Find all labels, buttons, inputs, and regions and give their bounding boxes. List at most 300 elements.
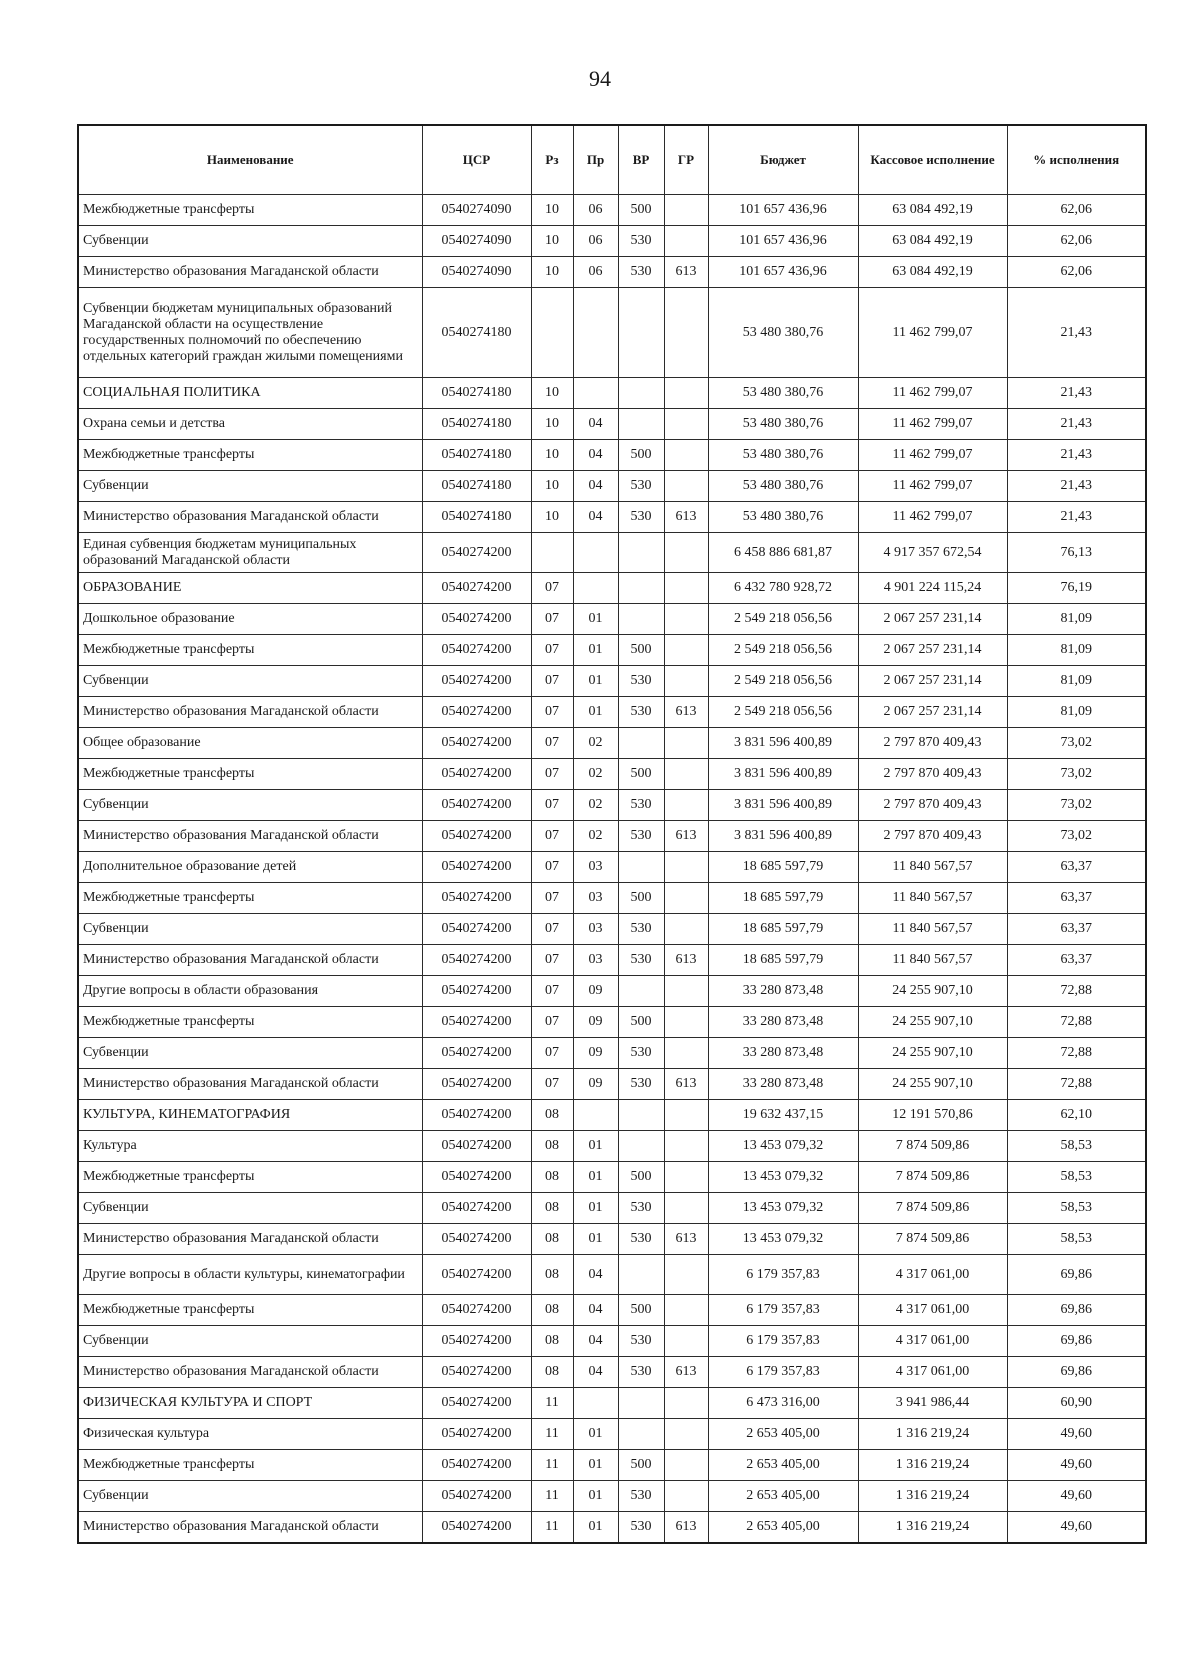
cell-cash: 7 874 509,86	[858, 1131, 1007, 1162]
header-percent: % исполнения	[1007, 125, 1146, 195]
header-budget: Бюджет	[708, 125, 858, 195]
cell-pr	[573, 1388, 618, 1419]
cell-cash: 11 462 799,07	[858, 378, 1007, 409]
table-row	[78, 1419, 1146, 1450]
cell-vr	[618, 378, 664, 409]
cell-rz: 10	[531, 502, 573, 533]
header-name: Наименование	[78, 125, 422, 195]
cell-gr	[664, 1255, 708, 1295]
cell-budget: 13 453 079,32	[708, 1224, 858, 1255]
cell-pr: 09	[573, 1069, 618, 1100]
cell-budget: 53 480 380,76	[708, 378, 858, 409]
cell-budget: 53 480 380,76	[708, 409, 858, 440]
cell-name: Министерство образования Магаданской области	[78, 697, 422, 728]
cell-cash: 4 317 061,00	[858, 1255, 1007, 1295]
cell-cash: 11 840 567,57	[858, 945, 1007, 976]
cell-percent: 49,60	[1007, 1512, 1146, 1543]
table-row	[78, 821, 1146, 852]
cell-rz: 11	[531, 1388, 573, 1419]
cell-pr: 01	[573, 1224, 618, 1255]
cell-name: Субвенции	[78, 1326, 422, 1357]
cell-vr: 530	[618, 257, 664, 288]
cell-percent: 76,19	[1007, 573, 1146, 604]
cell-budget: 33 280 873,48	[708, 976, 858, 1007]
cell-budget: 2 549 218 056,56	[708, 666, 858, 697]
cell-budget: 6 179 357,83	[708, 1255, 858, 1295]
cell-pr: 01	[573, 1193, 618, 1224]
cell-cash: 11 462 799,07	[858, 288, 1007, 378]
cell-rz: 07	[531, 790, 573, 821]
table-row	[78, 288, 1146, 378]
cell-csr: 0540274180	[422, 502, 531, 533]
cell-pr: 09	[573, 1007, 618, 1038]
cell-name: Дополнительное образование детей	[78, 852, 422, 883]
cell-budget: 13 453 079,32	[708, 1193, 858, 1224]
header-vr: ВР	[618, 125, 664, 195]
cell-cash: 4 901 224 115,24	[858, 573, 1007, 604]
table-row	[78, 945, 1146, 976]
cell-budget: 6 458 886 681,87	[708, 533, 858, 573]
cell-gr	[664, 635, 708, 666]
cell-vr	[618, 1255, 664, 1295]
cell-cash: 7 874 509,86	[858, 1224, 1007, 1255]
page-number: 94	[589, 66, 611, 91]
cell-gr	[664, 1326, 708, 1357]
cell-pr: 01	[573, 1450, 618, 1481]
cell-rz: 10	[531, 226, 573, 257]
cell-csr: 0540274200	[422, 1512, 531, 1543]
cell-percent: 49,60	[1007, 1481, 1146, 1512]
cell-pr: 06	[573, 226, 618, 257]
cell-name: Субвенции	[78, 471, 422, 502]
table-row	[78, 697, 1146, 728]
cell-budget: 13 453 079,32	[708, 1131, 858, 1162]
cell-name: Субвенции	[78, 790, 422, 821]
cell-gr: 613	[664, 502, 708, 533]
cell-csr: 0540274200	[422, 573, 531, 604]
table-row	[78, 1255, 1146, 1295]
cell-rz: 08	[531, 1295, 573, 1326]
table-row	[78, 1224, 1146, 1255]
cell-budget: 53 480 380,76	[708, 502, 858, 533]
cell-gr	[664, 759, 708, 790]
cell-csr: 0540274180	[422, 288, 531, 378]
table-row	[78, 226, 1146, 257]
cell-percent: 69,86	[1007, 1357, 1146, 1388]
table-row	[78, 852, 1146, 883]
cell-budget: 18 685 597,79	[708, 945, 858, 976]
cell-csr: 0540274090	[422, 257, 531, 288]
cell-name: ФИЗИЧЕСКАЯ КУЛЬТУРА И СПОРТ	[78, 1388, 422, 1419]
cell-pr: 04	[573, 409, 618, 440]
cell-cash: 11 840 567,57	[858, 883, 1007, 914]
cell-csr: 0540274200	[422, 697, 531, 728]
cell-name: СОЦИАЛЬНАЯ ПОЛИТИКА	[78, 378, 422, 409]
table-row	[78, 1326, 1146, 1357]
cell-gr	[664, 288, 708, 378]
cell-percent: 58,53	[1007, 1162, 1146, 1193]
cell-rz: 10	[531, 471, 573, 502]
cell-budget: 6 473 316,00	[708, 1388, 858, 1419]
table-row	[78, 790, 1146, 821]
cell-percent: 62,06	[1007, 195, 1146, 226]
cell-gr	[664, 440, 708, 471]
cell-cash: 2 797 870 409,43	[858, 790, 1007, 821]
cell-pr: 03	[573, 945, 618, 976]
cell-gr	[664, 1131, 708, 1162]
cell-percent: 49,60	[1007, 1450, 1146, 1481]
header-rz: Рз	[531, 125, 573, 195]
cell-csr: 0540274200	[422, 1481, 531, 1512]
cell-gr: 613	[664, 821, 708, 852]
cell-gr	[664, 852, 708, 883]
cell-gr	[664, 1100, 708, 1131]
cell-percent: 21,43	[1007, 440, 1146, 471]
cell-budget: 33 280 873,48	[708, 1038, 858, 1069]
cell-percent: 76,13	[1007, 533, 1146, 573]
cell-name: Министерство образования Магаданской области	[78, 1512, 422, 1543]
cell-name: Министерство образования Магаданской области	[78, 821, 422, 852]
cell-rz	[531, 533, 573, 573]
cell-csr: 0540274200	[422, 1450, 531, 1481]
cell-gr	[664, 1193, 708, 1224]
cell-gr	[664, 378, 708, 409]
cell-vr	[618, 976, 664, 1007]
cell-percent: 73,02	[1007, 759, 1146, 790]
cell-vr: 500	[618, 1007, 664, 1038]
table-header-row	[78, 125, 1146, 195]
cell-percent: 21,43	[1007, 471, 1146, 502]
cell-vr	[618, 533, 664, 573]
cell-vr: 530	[618, 1038, 664, 1069]
cell-percent: 81,09	[1007, 697, 1146, 728]
table-row	[78, 1388, 1146, 1419]
cell-budget: 6 179 357,83	[708, 1326, 858, 1357]
budget-execution-table	[77, 124, 1147, 1544]
cell-percent: 73,02	[1007, 728, 1146, 759]
cell-vr	[618, 852, 664, 883]
cell-vr	[618, 1419, 664, 1450]
header-gr: ГР	[664, 125, 708, 195]
cell-rz: 07	[531, 697, 573, 728]
cell-budget: 3 831 596 400,89	[708, 790, 858, 821]
cell-percent: 72,88	[1007, 976, 1146, 1007]
cell-budget: 2 549 218 056,56	[708, 697, 858, 728]
cell-budget: 13 453 079,32	[708, 1162, 858, 1193]
cell-pr: 01	[573, 635, 618, 666]
cell-csr: 0540274200	[422, 1038, 531, 1069]
cell-cash: 3 941 986,44	[858, 1388, 1007, 1419]
cell-percent: 60,90	[1007, 1388, 1146, 1419]
cell-csr: 0540274200	[422, 1069, 531, 1100]
cell-vr: 530	[618, 1326, 664, 1357]
cell-csr: 0540274200	[422, 635, 531, 666]
cell-pr: 09	[573, 1038, 618, 1069]
cell-csr: 0540274200	[422, 1100, 531, 1131]
cell-gr	[664, 1295, 708, 1326]
cell-rz: 07	[531, 821, 573, 852]
cell-vr: 530	[618, 502, 664, 533]
cell-gr	[664, 1450, 708, 1481]
cell-vr: 530	[618, 1357, 664, 1388]
cell-rz: 07	[531, 883, 573, 914]
cell-rz: 07	[531, 1038, 573, 1069]
cell-budget: 53 480 380,76	[708, 471, 858, 502]
cell-vr: 530	[618, 1512, 664, 1543]
cell-gr	[664, 1481, 708, 1512]
cell-gr	[664, 790, 708, 821]
cell-csr: 0540274200	[422, 945, 531, 976]
table-row	[78, 378, 1146, 409]
cell-percent: 63,37	[1007, 945, 1146, 976]
cell-vr: 530	[618, 226, 664, 257]
cell-vr: 500	[618, 635, 664, 666]
cell-name: Министерство образования Магаданской области	[78, 1357, 422, 1388]
table-row	[78, 1007, 1146, 1038]
table-row	[78, 759, 1146, 790]
table-row	[78, 1100, 1146, 1131]
table-body	[78, 195, 1146, 1543]
cell-budget: 2 653 405,00	[708, 1481, 858, 1512]
cell-rz: 08	[531, 1131, 573, 1162]
cell-rz: 07	[531, 604, 573, 635]
cell-cash: 2 067 257 231,14	[858, 604, 1007, 635]
cell-csr: 0540274200	[422, 914, 531, 945]
cell-vr: 530	[618, 821, 664, 852]
cell-percent: 58,53	[1007, 1193, 1146, 1224]
cell-budget: 53 480 380,76	[708, 440, 858, 471]
cell-name: Субвенции	[78, 914, 422, 945]
cell-rz: 07	[531, 1069, 573, 1100]
cell-pr: 01	[573, 1512, 618, 1543]
cell-budget: 2 549 218 056,56	[708, 635, 858, 666]
cell-percent: 72,88	[1007, 1007, 1146, 1038]
cell-pr	[573, 573, 618, 604]
cell-name: Министерство образования Магаданской области	[78, 1224, 422, 1255]
cell-csr: 0540274200	[422, 728, 531, 759]
cell-percent: 69,86	[1007, 1295, 1146, 1326]
cell-rz: 11	[531, 1419, 573, 1450]
cell-vr: 500	[618, 883, 664, 914]
cell-pr: 09	[573, 976, 618, 1007]
cell-cash: 12 191 570,86	[858, 1100, 1007, 1131]
cell-pr: 01	[573, 666, 618, 697]
cell-pr: 04	[573, 1255, 618, 1295]
cell-cash: 11 840 567,57	[858, 852, 1007, 883]
cell-percent: 62,06	[1007, 226, 1146, 257]
cell-pr: 01	[573, 1131, 618, 1162]
cell-gr	[664, 1038, 708, 1069]
table-row	[78, 1450, 1146, 1481]
table-row	[78, 728, 1146, 759]
cell-vr: 530	[618, 914, 664, 945]
cell-vr: 530	[618, 471, 664, 502]
cell-csr: 0540274200	[422, 604, 531, 635]
cell-percent: 63,37	[1007, 914, 1146, 945]
cell-rz: 10	[531, 440, 573, 471]
cell-vr: 500	[618, 1295, 664, 1326]
cell-csr: 0540274180	[422, 409, 531, 440]
cell-percent: 81,09	[1007, 635, 1146, 666]
cell-gr	[664, 573, 708, 604]
table-row	[78, 976, 1146, 1007]
cell-budget: 101 657 436,96	[708, 226, 858, 257]
cell-cash: 2 067 257 231,14	[858, 666, 1007, 697]
cell-csr: 0540274200	[422, 852, 531, 883]
cell-csr: 0540274200	[422, 1131, 531, 1162]
cell-rz: 11	[531, 1481, 573, 1512]
cell-vr: 530	[618, 1193, 664, 1224]
cell-gr: 613	[664, 1357, 708, 1388]
cell-pr	[573, 1100, 618, 1131]
cell-vr: 500	[618, 440, 664, 471]
cell-gr	[664, 666, 708, 697]
cell-csr: 0540274200	[422, 1295, 531, 1326]
cell-cash: 4 317 061,00	[858, 1357, 1007, 1388]
cell-budget: 2 653 405,00	[708, 1512, 858, 1543]
cell-pr: 04	[573, 1295, 618, 1326]
cell-budget: 101 657 436,96	[708, 195, 858, 226]
cell-rz: 08	[531, 1162, 573, 1193]
cell-rz: 08	[531, 1193, 573, 1224]
table-row	[78, 1512, 1146, 1543]
cell-gr: 613	[664, 945, 708, 976]
cell-csr: 0540274090	[422, 195, 531, 226]
cell-name: Субвенции	[78, 1481, 422, 1512]
cell-cash: 4 317 061,00	[858, 1326, 1007, 1357]
cell-rz: 07	[531, 976, 573, 1007]
cell-rz: 08	[531, 1357, 573, 1388]
cell-vr: 530	[618, 790, 664, 821]
cell-csr: 0540274200	[422, 1419, 531, 1450]
cell-cash: 11 462 799,07	[858, 409, 1007, 440]
table-row	[78, 1162, 1146, 1193]
cell-pr: 02	[573, 759, 618, 790]
cell-budget: 2 653 405,00	[708, 1450, 858, 1481]
cell-gr: 613	[664, 257, 708, 288]
cell-name: Межбюджетные трансферты	[78, 1295, 422, 1326]
cell-rz: 07	[531, 945, 573, 976]
cell-cash: 24 255 907,10	[858, 1007, 1007, 1038]
cell-gr	[664, 226, 708, 257]
cell-name: Межбюджетные трансферты	[78, 1450, 422, 1481]
table-row	[78, 502, 1146, 533]
cell-rz: 10	[531, 409, 573, 440]
cell-cash: 2 067 257 231,14	[858, 697, 1007, 728]
cell-vr	[618, 1388, 664, 1419]
cell-rz: 07	[531, 728, 573, 759]
cell-vr: 530	[618, 1481, 664, 1512]
cell-percent: 49,60	[1007, 1419, 1146, 1450]
cell-cash: 63 084 492,19	[858, 226, 1007, 257]
cell-rz: 10	[531, 378, 573, 409]
cell-pr	[573, 533, 618, 573]
cell-name: Другие вопросы в области культуры, кинематографии	[78, 1255, 422, 1295]
cell-gr	[664, 195, 708, 226]
table-row	[78, 257, 1146, 288]
cell-name: КУЛЬТУРА, КИНЕМАТОГРАФИЯ	[78, 1100, 422, 1131]
cell-cash: 2 797 870 409,43	[858, 821, 1007, 852]
cell-pr: 04	[573, 471, 618, 502]
cell-csr: 0540274200	[422, 759, 531, 790]
cell-percent: 21,43	[1007, 378, 1146, 409]
cell-cash: 63 084 492,19	[858, 195, 1007, 226]
cell-vr: 530	[618, 1069, 664, 1100]
cell-cash: 24 255 907,10	[858, 1038, 1007, 1069]
cell-pr: 01	[573, 1481, 618, 1512]
cell-pr: 03	[573, 852, 618, 883]
table-row	[78, 1481, 1146, 1512]
cell-cash: 11 462 799,07	[858, 440, 1007, 471]
cell-cash: 7 874 509,86	[858, 1162, 1007, 1193]
cell-cash: 11 462 799,07	[858, 471, 1007, 502]
cell-vr	[618, 288, 664, 378]
cell-gr: 613	[664, 1224, 708, 1255]
cell-name: Охрана семьи и детства	[78, 409, 422, 440]
cell-gr	[664, 409, 708, 440]
cell-pr: 06	[573, 195, 618, 226]
cell-csr: 0540274180	[422, 471, 531, 502]
cell-name: Межбюджетные трансферты	[78, 440, 422, 471]
cell-budget: 2 549 218 056,56	[708, 604, 858, 635]
cell-rz	[531, 288, 573, 378]
cell-pr: 03	[573, 883, 618, 914]
cell-cash: 4 917 357 672,54	[858, 533, 1007, 573]
cell-csr: 0540274200	[422, 1326, 531, 1357]
cell-vr	[618, 409, 664, 440]
table-row	[78, 533, 1146, 573]
cell-gr	[664, 976, 708, 1007]
cell-cash: 7 874 509,86	[858, 1193, 1007, 1224]
cell-csr: 0540274090	[422, 226, 531, 257]
cell-vr: 500	[618, 1162, 664, 1193]
cell-name: Межбюджетные трансферты	[78, 759, 422, 790]
cell-percent: 62,06	[1007, 257, 1146, 288]
cell-rz: 07	[531, 573, 573, 604]
cell-vr: 530	[618, 1224, 664, 1255]
cell-cash: 1 316 219,24	[858, 1512, 1007, 1543]
cell-name: Субвенции	[78, 226, 422, 257]
cell-name: Субвенции	[78, 1038, 422, 1069]
cell-cash: 63 084 492,19	[858, 257, 1007, 288]
cell-name: Дошкольное образование	[78, 604, 422, 635]
cell-budget: 2 653 405,00	[708, 1419, 858, 1450]
cell-name: Министерство образования Магаданской области	[78, 1069, 422, 1100]
cell-vr	[618, 1131, 664, 1162]
cell-name: Министерство образования Магаданской области	[78, 257, 422, 288]
cell-vr: 530	[618, 697, 664, 728]
table-row	[78, 573, 1146, 604]
table-row	[78, 1038, 1146, 1069]
cell-rz: 08	[531, 1224, 573, 1255]
cell-percent: 63,37	[1007, 852, 1146, 883]
cell-name: Физическая культура	[78, 1419, 422, 1450]
table-row	[78, 195, 1146, 226]
cell-vr: 530	[618, 945, 664, 976]
cell-csr: 0540274200	[422, 1255, 531, 1295]
cell-cash: 4 317 061,00	[858, 1295, 1007, 1326]
cell-rz: 07	[531, 759, 573, 790]
cell-pr: 04	[573, 440, 618, 471]
cell-gr	[664, 883, 708, 914]
cell-gr	[664, 471, 708, 502]
header-pr: Пр	[573, 125, 618, 195]
cell-cash: 2 067 257 231,14	[858, 635, 1007, 666]
cell-rz: 08	[531, 1255, 573, 1295]
cell-gr	[664, 1419, 708, 1450]
table-row	[78, 1295, 1146, 1326]
cell-percent: 21,43	[1007, 502, 1146, 533]
